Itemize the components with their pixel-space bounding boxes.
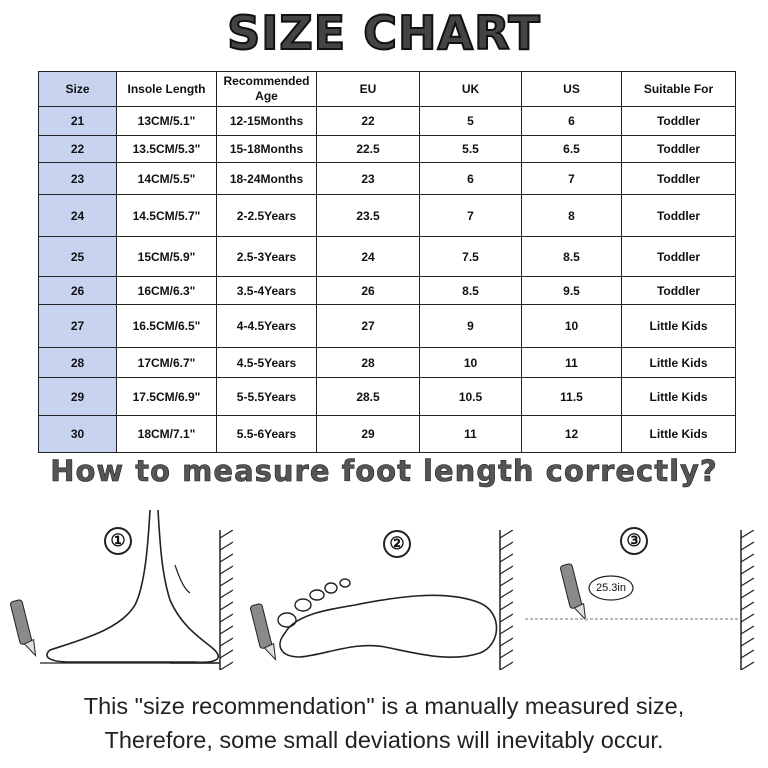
cell-suitable-for: Toddler [622,195,736,237]
pencil-icon [10,596,40,666]
step-three-number: ③ [620,527,648,555]
cell-us: 6 [522,107,622,136]
cell-insole-length: 14.5CM/5.7" [117,195,217,237]
cell-uk: 6 [420,163,522,195]
cell-us: 7 [522,163,622,195]
cell-suitable-for: Toddler [622,277,736,305]
cell-us: 9.5 [522,277,622,305]
foot-sole-illustration [265,575,505,665]
cell-us: 6.5 [522,136,622,163]
cell-suitable-for: Little Kids [622,416,736,453]
cell-suitable-for: Toddler [622,237,736,277]
cell-uk: 9 [420,305,522,348]
table-row [39,237,736,277]
wall-hatch-1 [219,530,233,670]
step-two-number: ② [383,530,411,558]
cell-size: 25 [39,237,117,277]
table-row [39,107,736,136]
cell-size: 21 [39,107,117,136]
cell-size: 26 [39,277,117,305]
step-one-number: ① [104,527,132,555]
cell-uk: 7 [420,195,522,237]
cell-us: 8.5 [522,237,622,277]
cell-us: 12 [522,416,622,453]
cell-recommended-age: 3.5-4Years [217,277,317,305]
cell-insole-length: 17.5CM/6.9" [117,378,217,416]
cell-recommended-age: 18-24Months [217,163,317,195]
header-suitable-for: Suitable For [622,72,736,107]
cell-recommended-age: 15-18Months [217,136,317,163]
cell-recommended-age: 5.5-6Years [217,416,317,453]
cell-us: 11 [522,348,622,378]
cell-insole-length: 17CM/6.7" [117,348,217,378]
cell-uk: 10 [420,348,522,378]
cell-recommended-age: 2-2.5Years [217,195,317,237]
footnote-line-1: This "size recommendation" is a manually measured size, [83,693,685,719]
cell-insole-length: 16.5CM/6.5" [117,305,217,348]
cell-recommended-age: 4.5-5Years [217,348,317,378]
cell-us: 8 [522,195,622,237]
cell-uk: 11 [420,416,522,453]
cell-recommended-age: 2.5-3Years [217,237,317,277]
cell-suitable-for: Toddler [622,136,736,163]
cell-size: 29 [39,378,117,416]
cell-recommended-age: 4-4.5Years [217,305,317,348]
table-row [39,163,736,195]
table-row [39,136,736,163]
table-row [39,305,736,348]
cell-eu: 22 [317,107,420,136]
header-size: Size [39,72,117,107]
page-title: SIZE CHART [227,6,541,60]
cell-us: 11.5 [522,378,622,416]
cell-uk: 10.5 [420,378,522,416]
cell-insole-length: 18CM/7.1" [117,416,217,453]
cell-us: 10 [522,305,622,348]
foot-side-illustration [10,505,240,675]
cell-eu: 29 [317,416,420,453]
cell-uk: 7.5 [420,237,522,277]
cell-eu: 22.5 [317,136,420,163]
cell-suitable-for: Little Kids [622,378,736,416]
cell-size: 28 [39,348,117,378]
measurement-value: 25.3in [596,582,626,594]
size-chart-table [38,71,736,453]
header-us: US [522,72,622,107]
cell-size: 27 [39,305,117,348]
table-row [39,277,736,305]
cell-insole-length: 14CM/5.5" [117,163,217,195]
header-recommended-age: Recommended Age [217,72,317,107]
pencil-icon [250,600,280,670]
measuring-tape [525,614,740,624]
table-row [39,348,736,378]
cell-uk: 5.5 [420,136,522,163]
cell-eu: 23 [317,163,420,195]
cell-eu: 28.5 [317,378,420,416]
cell-eu: 26 [317,277,420,305]
cell-size: 30 [39,416,117,453]
cell-size: 22 [39,136,117,163]
cell-recommended-age: 5-5.5Years [217,378,317,416]
cell-suitable-for: Little Kids [622,305,736,348]
cell-eu: 28 [317,348,420,378]
cell-insole-length: 16CM/6.3" [117,277,217,305]
cell-size: 24 [39,195,117,237]
header-eu: EU [317,72,420,107]
cell-uk: 8.5 [420,277,522,305]
table-row [39,195,736,237]
measure-heading: How to measure foot length correctly? [50,454,718,488]
header-insole-length: Insole Length [117,72,217,107]
cell-suitable-for: Little Kids [622,348,736,378]
cell-size: 23 [39,163,117,195]
wall-hatch-3 [740,530,754,670]
cell-uk: 5 [420,107,522,136]
cell-eu: 27 [317,305,420,348]
table-row [39,416,736,453]
header-uk: UK [420,72,522,107]
footnote-line-2: Therefore, some small deviations will inevitably occur. [104,727,664,753]
wall-hatch-2 [499,530,513,670]
cell-recommended-age: 12-15Months [217,107,317,136]
table-header-row [39,72,736,107]
cell-insole-length: 13.5CM/5.3" [117,136,217,163]
cell-insole-length: 13CM/5.1" [117,107,217,136]
cell-eu: 23.5 [317,195,420,237]
table-row [39,378,736,416]
cell-insole-length: 15CM/5.9" [117,237,217,277]
cell-eu: 24 [317,237,420,277]
cell-suitable-for: Toddler [622,163,736,195]
cell-suitable-for: Toddler [622,107,736,136]
